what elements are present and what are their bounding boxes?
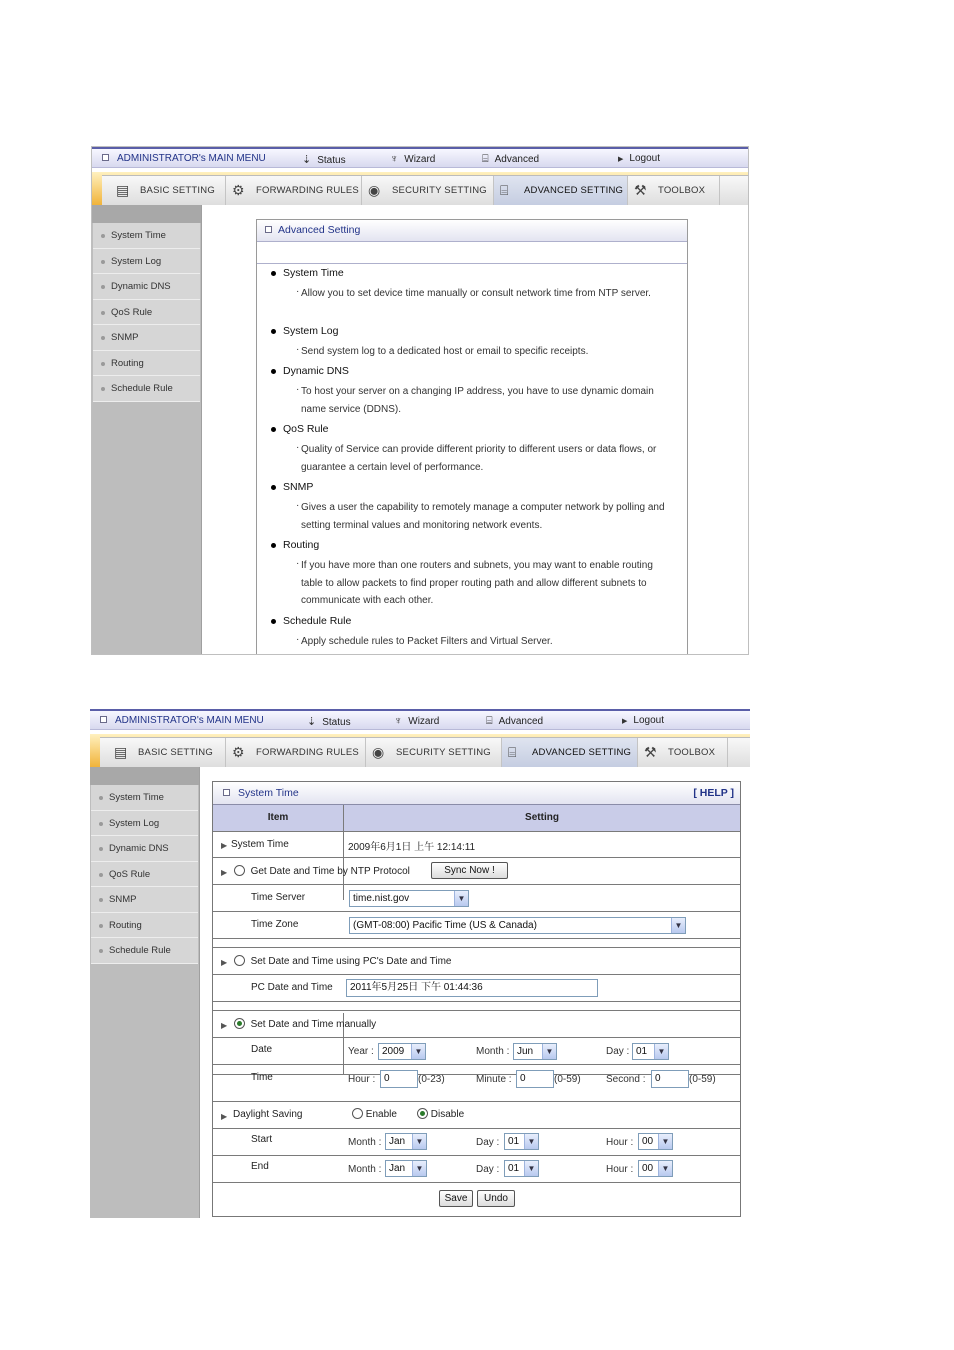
panel-square-icon <box>223 789 230 796</box>
day-select[interactable]: 01 ▼ <box>632 1043 669 1060</box>
dst-enable-option[interactable]: Enable <box>352 1108 397 1120</box>
sidebar-item-snmp[interactable]: SNMP <box>91 887 198 913</box>
time-server-select[interactable]: time.nist.gov ▼ <box>349 890 469 907</box>
desc-system-time: · Allow you to set device time manually or consult network time from NTP server. <box>301 285 673 303</box>
advanced-icon: ⌸ <box>482 153 489 165</box>
status-icon: ⇣ <box>302 154 312 166</box>
sidebar-item-qos-rule[interactable]: QoS Rule <box>93 300 200 326</box>
daylight-saving-label: Daylight Saving <box>233 1109 303 1120</box>
advanced-setting-icon: ⌸ <box>500 182 509 198</box>
tab-toolbox[interactable]: ⚒ TOOLBOX <box>638 738 728 767</box>
basic-setting-icon: ▤ <box>114 744 128 760</box>
sync-now-button[interactable]: Sync Now ! <box>431 862 508 879</box>
advanced-link[interactable]: ⌸ Advanced <box>482 153 540 165</box>
chevron-down-icon: ▼ <box>654 1044 668 1059</box>
tab-bar <box>92 172 748 205</box>
tab-advanced-setting[interactable]: ⌸ ADVANCED SETTING <box>502 738 638 767</box>
system-time-label: System Time <box>231 839 289 850</box>
advanced-setting-icon: ⌸ <box>508 744 517 760</box>
end-month-label: Month : <box>348 1164 382 1175</box>
row-arrow-icon: ▶ <box>221 868 228 877</box>
desc-routing: · If you have more than one routers and subnets, you may want to enable routing table to allow packets to find proper routing path and allow different subnets to communicate with each other. <box>301 557 673 610</box>
logout-link[interactable]: ▶ Logout <box>618 153 660 164</box>
dst-end-label: End <box>251 1161 269 1172</box>
pc-date-time-field[interactable]: 2011年5月25日 下午 01:44:36 <box>346 979 598 997</box>
logout-arrow-icon: ▶ <box>622 718 628 725</box>
chevron-down-icon: ▼ <box>524 1161 538 1176</box>
bullet-qos-rule: QoS Rule <box>283 423 329 435</box>
sidebar-item-schedule-rule[interactable]: Schedule Rule <box>91 938 198 964</box>
sidebar-item-dynamic-dns[interactable]: Dynamic DNS <box>93 274 200 300</box>
sidebar-item-qos-rule[interactable]: QoS Rule <box>91 862 198 888</box>
chevron-down-icon: ▼ <box>671 918 685 933</box>
month-select[interactable]: Jun ▼ <box>513 1043 557 1060</box>
security-setting-icon: ◉ <box>368 182 381 198</box>
tab-security-setting[interactable]: ◉ SECURITY SETTING <box>362 176 494 205</box>
sidebar-item-system-time[interactable]: System Time <box>93 223 200 249</box>
pc-time-radio[interactable] <box>234 955 245 966</box>
bullet-schedule-rule: Schedule Rule <box>283 615 352 627</box>
time-label: Time <box>251 1072 273 1083</box>
day-label: Day : <box>606 1046 630 1057</box>
start-month-label: Month : <box>348 1137 382 1148</box>
main-menu-title[interactable]: ADMINISTRATOR's MAIN MENU <box>100 715 264 726</box>
bullet-routing: Routing <box>283 539 320 551</box>
second-label: Second : <box>606 1074 646 1085</box>
advanced-icon: ⌸ <box>486 715 493 727</box>
manual-option[interactable]: Set Date and Time manually <box>234 1018 376 1030</box>
sidebar-item-system-log[interactable]: System Log <box>91 811 198 837</box>
undo-button[interactable]: Undo <box>477 1190 515 1207</box>
start-hour-select[interactable]: 00 ▼ <box>638 1133 673 1150</box>
pc-time-option[interactable]: Set Date and Time using PC's Date and Time <box>234 955 451 967</box>
time-server-label: Time Server <box>251 892 306 903</box>
wizard-icon: ♆ <box>394 715 403 727</box>
bullet-dynamic-dns: Dynamic DNS <box>283 365 349 377</box>
sidebar-item-routing[interactable]: Routing <box>93 351 200 377</box>
advanced-setting-panel <box>256 219 688 655</box>
column-header-setting: Setting <box>344 805 740 832</box>
main-menu-title[interactable]: ADMINISTRATOR's MAIN MENU <box>102 153 266 164</box>
tab-toolbox[interactable]: ⚒ TOOLBOX <box>628 176 720 205</box>
end-day-label: Day : <box>476 1164 500 1175</box>
sidebar-item-snmp[interactable]: SNMP <box>93 325 200 351</box>
time-zone-select[interactable]: (GMT-08:00) Pacific Time (US & Canada) ▼ <box>349 917 686 934</box>
start-day-label: Day : <box>476 1137 500 1148</box>
time-zone-label: Time Zone <box>251 919 299 930</box>
bullet-system-time: System Time <box>283 267 344 279</box>
panel-square-icon <box>265 226 272 233</box>
second-range: (0-59) <box>689 1074 716 1085</box>
wizard-link[interactable]: ♆ Wizard <box>394 715 440 727</box>
logout-link[interactable]: ▶ Logout <box>622 715 664 726</box>
minute-field[interactable]: 0 <box>516 1070 554 1088</box>
year-select[interactable]: 2009 ▼ <box>378 1043 426 1060</box>
toolbox-icon: ⚒ <box>634 182 647 198</box>
dst-disable-radio[interactable] <box>417 1108 428 1119</box>
hour-range: (0-23) <box>418 1074 445 1085</box>
panel-title: Advanced Setting <box>257 220 687 242</box>
system-time-screenshot <box>90 709 750 1218</box>
desc-dynamic-dns: · To host your server on a changing IP address, you have to use dynamic domain name service (DDNS). <box>301 383 673 418</box>
tab-basic-setting[interactable]: ▤ BASIC SETTING <box>108 738 226 767</box>
dst-start-label: Start <box>251 1134 273 1145</box>
status-link[interactable]: ⇣ Status <box>307 716 351 728</box>
bullet-system-log: System Log <box>283 325 339 337</box>
sidebar-item-system-time[interactable]: System Time <box>91 785 198 811</box>
start-day-select[interactable]: 01 ▼ <box>504 1133 539 1150</box>
tab-basic-setting[interactable]: ▤ BASIC SETTING <box>110 176 226 205</box>
sidebar <box>90 767 200 1218</box>
end-month-select[interactable]: Jan ▼ <box>385 1160 427 1177</box>
row-arrow-icon: ▶ <box>221 958 228 967</box>
second-field[interactable]: 0 <box>651 1070 689 1088</box>
logout-arrow-icon: ▶ <box>618 156 624 163</box>
basic-setting-icon: ▤ <box>116 182 130 198</box>
chevron-down-icon: ▼ <box>658 1134 672 1149</box>
forwarding-rules-icon: ⚙ <box>232 182 245 198</box>
column-header-item: Item <box>213 805 343 832</box>
ntp-radio[interactable] <box>234 865 245 876</box>
status-icon: ⇣ <box>307 716 317 728</box>
chevron-down-icon: ▼ <box>524 1134 538 1149</box>
sidebar <box>92 205 202 654</box>
chevron-down-icon: ▼ <box>454 891 468 906</box>
sidebar-item-dynamic-dns[interactable]: Dynamic DNS <box>91 836 198 862</box>
start-month-select[interactable]: Jan ▼ <box>385 1133 427 1150</box>
hour-label: Hour : <box>348 1074 376 1085</box>
status-link[interactable]: ⇣ Status <box>302 154 346 166</box>
top-menu <box>92 147 748 168</box>
tab-forwarding-rules[interactable]: ⚙ FORWARDING RULES <box>226 176 362 205</box>
tab-advanced-setting[interactable]: ⌸ ADVANCED SETTING <box>494 176 628 205</box>
sidebar-item-routing[interactable]: Routing <box>91 913 198 939</box>
row-arrow-icon: ▶ <box>221 1112 228 1121</box>
date-label: Date <box>251 1044 273 1055</box>
panel-title: System Time [ HELP ] <box>213 782 740 805</box>
desc-snmp: · Gives a user the capability to remotely manage a computer network by polling and setting terminal values and monitoring network events. <box>301 499 673 534</box>
top-menu <box>90 709 750 730</box>
year-label: Year : <box>348 1046 374 1057</box>
chevron-down-icon: ▼ <box>412 1161 426 1176</box>
dst-enable-radio[interactable] <box>352 1108 363 1119</box>
tab-bar <box>90 734 750 767</box>
ntp-option[interactable]: Get Date and Time by NTP Protocol <box>234 865 410 877</box>
minute-range: (0-59) <box>554 1074 581 1085</box>
forwarding-rules-icon: ⚙ <box>232 744 245 760</box>
security-setting-icon: ◉ <box>372 744 385 760</box>
pc-date-time-label: PC Date and Time <box>251 982 333 993</box>
help-link[interactable]: [ HELP ] <box>693 787 734 799</box>
start-hour-label: Hour : <box>606 1137 634 1148</box>
chevron-down-icon: ▼ <box>411 1044 425 1059</box>
menu-square-icon <box>102 154 109 161</box>
bullet-snmp: SNMP <box>283 481 314 493</box>
system-time-panel <box>212 781 741 1217</box>
advanced-setting-screenshot <box>91 146 749 655</box>
wizard-link[interactable]: ♆ Wizard <box>390 153 436 165</box>
hour-field[interactable]: 0 <box>380 1070 418 1088</box>
tab-security-setting[interactable]: ◉ SECURITY SETTING <box>366 738 502 767</box>
chevron-down-icon: ▼ <box>658 1161 672 1176</box>
end-hour-label: Hour : <box>606 1164 634 1175</box>
desc-system-log: · Send system log to a dedicated host or email to specific receipts. <box>301 343 673 361</box>
tab-forwarding-rules[interactable]: ⚙ FORWARDING RULES <box>226 738 366 767</box>
end-day-select[interactable]: 01 ▼ <box>504 1160 539 1177</box>
manual-radio[interactable] <box>234 1018 245 1029</box>
chevron-down-icon: ▼ <box>412 1134 426 1149</box>
end-hour-select[interactable]: 00 ▼ <box>638 1160 673 1177</box>
menu-square-icon <box>100 716 107 723</box>
toolbox-icon: ⚒ <box>644 744 657 760</box>
minute-label: Minute : <box>476 1074 512 1085</box>
wizard-icon: ♆ <box>390 153 399 165</box>
sidebar-item-system-log[interactable]: System Log <box>93 249 200 275</box>
desc-schedule-rule: · Apply schedule rules to Packet Filters and Virtual Server. <box>301 633 673 651</box>
desc-qos-rule: · Quality of Service can provide different priority to different users or data flows, or guarantee a certain level of performance. <box>301 441 673 476</box>
row-arrow-icon: ▶ <box>221 1021 228 1030</box>
row-arrow-icon: ▶ <box>221 841 228 850</box>
save-button[interactable]: Save <box>439 1190 473 1207</box>
advanced-link[interactable]: ⌸ Advanced <box>486 715 544 727</box>
chevron-down-icon: ▼ <box>542 1044 556 1059</box>
system-time-value: 2009年6月1日 上午 12:14:11 <box>348 842 476 853</box>
month-label: Month : <box>476 1046 510 1057</box>
dst-disable-option[interactable]: Disable <box>417 1108 464 1120</box>
sidebar-item-schedule-rule[interactable]: Schedule Rule <box>93 376 200 402</box>
